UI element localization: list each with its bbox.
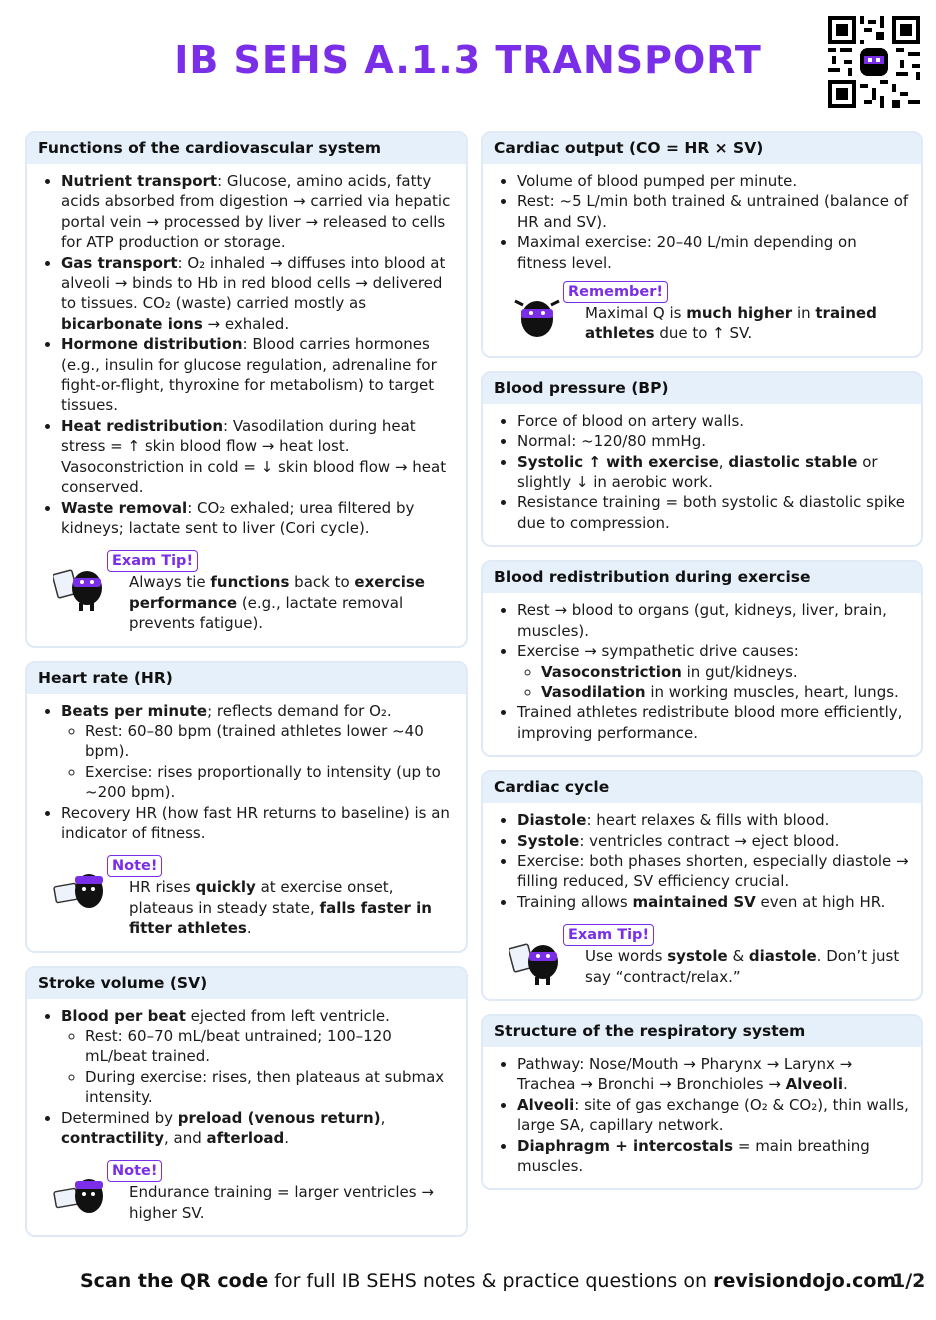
card-heading: Heart rate (HR)	[27, 663, 466, 694]
ninja-mascot-icon	[53, 863, 109, 919]
list-item: • Alveoli: site of gas exchange (O₂ & CO₂), thin walls, large SA, capillary network.	[517, 1095, 911, 1136]
list-item: • Diastole: heart relaxes & fills with blood.	[517, 810, 911, 830]
list-item: • Training allows maintained SV even at high HR.	[517, 892, 911, 912]
list-item: • Nutrient transport: Glucose, amino acids, fatty acids absorbed from digestion → carried via hepatic portal vein → processed by liver → released to cells for ATP production or storage.	[61, 171, 456, 253]
note-callout	[45, 1160, 456, 1223]
exam-tip-callout	[501, 924, 911, 987]
list-item: • Volume of blood pumped per minute.	[517, 171, 911, 191]
ninja-mascot-icon	[509, 289, 565, 345]
remember-callout	[501, 281, 911, 344]
tip-badge: Exam Tip!	[107, 550, 198, 572]
card-heading: Blood redistribution during exercise	[483, 562, 921, 593]
tip-text: HR rises quickly at exercise onset, plateaus in steady state, falls faster in fitter athletes.	[129, 878, 432, 938]
card-heart-rate	[25, 661, 468, 953]
list-item: • Systole: ventricles contract → eject blood.	[517, 831, 911, 851]
page-title: IB SEHS A.1.3 TRANSPORT	[174, 38, 762, 82]
card-heading: Cardiac output (CO = HR × SV)	[483, 133, 921, 164]
tip-text: Always tie functions back to exercise performance (e.g., lactate removal prevents fatigue).	[129, 573, 425, 633]
list-item: • Gas transport: O₂ inhaled → diffuses into blood at alveoli → binds to Hb in red blood cells → delivered to tissues. CO₂ (waste) carried mostly as bicarbonate ions → exhaled.	[61, 253, 456, 335]
card-heading: Structure of the respiratory system	[483, 1016, 921, 1047]
tip-text: Use words systole & diastole. Don’t just say “contract/relax.”	[585, 947, 900, 986]
list-item: • Force of blood on artery walls.	[517, 411, 911, 431]
list-item: • Resistance training = both systolic & diastolic spike due to compression.	[517, 492, 911, 533]
ninja-mascot-icon	[53, 1168, 109, 1224]
tip-text: Maximal Q is much higher in trained athletes due to ↑ SV.	[585, 304, 877, 343]
list-item: • Normal: ~120/80 mmHg.	[517, 431, 911, 451]
list-item: • Rest → blood to organs (gut, kidneys, liver, brain, muscles).	[517, 600, 911, 641]
list-item: • Pathway: Nose/Mouth → Pharynx → Larynx → Trachea → Bronchi → Bronchioles → Alveoli.	[517, 1054, 911, 1095]
list-item: • Rest: ~5 L/min both trained & untrained (balance of HR and SV).	[517, 191, 911, 232]
page-number: 1/2	[892, 1270, 926, 1292]
tip-badge: Exam Tip!	[563, 924, 654, 946]
tip-badge: Remember!	[563, 281, 668, 303]
card-functions	[25, 131, 468, 648]
list-item: • Determined by preload (venous return), contractility, and afterload.	[61, 1108, 456, 1149]
list-item: • Waste removal: CO₂ exhaled; urea filtered by kidneys; lactate sent to liver (Cori cycle).	[61, 498, 456, 539]
card-blood-redistribution	[481, 560, 923, 757]
list-item: • Exercise → sympathetic drive causes: ◦ Vasoconstriction in gut/kidneys. ◦ Vasodilation in working muscles, heart, lungs.	[517, 641, 911, 702]
list-item: • Hormone distribution: Blood carries hormones (e.g., insulin for glucose regulation, adrenaline for fight-or-flight, thyroxine for metabolism) to target tissues.	[61, 334, 456, 416]
tip-text: Endurance training = larger ventricles → higher SV.	[129, 1183, 434, 1222]
qr-code	[828, 16, 920, 108]
card-cardiac-output	[481, 131, 923, 358]
sub-list-item: ◦ Rest: 60–80 bpm (trained athletes lower ~40 bpm).	[85, 721, 456, 762]
sub-list-item: ◦ Vasodilation in working muscles, heart, lungs.	[541, 682, 911, 702]
sub-list-item: ◦ During exercise: rises, then plateaus at submax intensity.	[85, 1067, 456, 1108]
card-heading: Stroke volume (SV)	[27, 968, 466, 999]
site-link[interactable]: revisiondojo.com	[713, 1270, 897, 1292]
right-column	[481, 131, 923, 1203]
card-heading: Blood pressure (BP)	[483, 373, 921, 404]
sub-list-item: ◦ Rest: 60–70 mL/beat untrained; 100–120 mL/beat trained.	[85, 1026, 456, 1067]
footer-text: Scan the QR code for full IB SEHS notes & practice questions on revisiondojo.com	[80, 1270, 897, 1292]
card-blood-pressure	[481, 371, 923, 547]
list-item: • Diaphragm + intercostals = main breathing muscles.	[517, 1136, 911, 1177]
list-item: • Trained athletes redistribute blood more efficiently, improving performance.	[517, 702, 911, 743]
list-item: • Beats per minute; reflects demand for O₂. ◦ Rest: 60–80 bpm (trained athletes lower ~40 bpm). ◦ Exercise: rises proportionally to intensity (up to ~200 bpm).	[61, 701, 456, 803]
list-item: • Blood per beat ejected from left ventricle. ◦ Rest: 60–70 mL/beat untrained; 100–120 mL/beat trained. ◦ During exercise: rises, then plateaus at submax intensity.	[61, 1006, 456, 1108]
ninja-mascot-icon	[53, 558, 109, 614]
list-item: • Heat redistribution: Vasodilation during heat stress = ↑ skin blood flow → heat lost. Vasoconstriction in cold = ↓ skin blood flow → heat conserved.	[61, 416, 456, 498]
left-column	[25, 131, 468, 1250]
tip-badge: Note!	[107, 855, 162, 877]
note-callout	[45, 855, 456, 938]
list-item: • Systolic ↑ with exercise, diastolic stable or slightly ↓ in aerobic work.	[517, 452, 911, 493]
card-heading: Cardiac cycle	[483, 772, 921, 803]
list-item: • Exercise: both phases shorten, especially diastole → filling reduced, SV efficiency crucial.	[517, 851, 911, 892]
card-respiratory-structure	[481, 1014, 923, 1190]
list-item: • Recovery HR (how fast HR returns to baseline) is an indicator of fitness.	[61, 803, 456, 844]
exam-tip-callout	[45, 550, 456, 633]
tip-badge: Note!	[107, 1160, 162, 1182]
card-cardiac-cycle	[481, 770, 923, 1001]
sub-list-item: ◦ Vasoconstriction in gut/kidneys.	[541, 662, 911, 682]
list-item: • Maximal exercise: 20–40 L/min depending on fitness level.	[517, 232, 911, 273]
sub-list-item: ◦ Exercise: rises proportionally to intensity (up to ~200 bpm).	[85, 762, 456, 803]
ninja-mascot-icon	[509, 932, 565, 988]
card-heading: Functions of the cardiovascular system	[27, 133, 466, 164]
card-stroke-volume	[25, 966, 468, 1238]
